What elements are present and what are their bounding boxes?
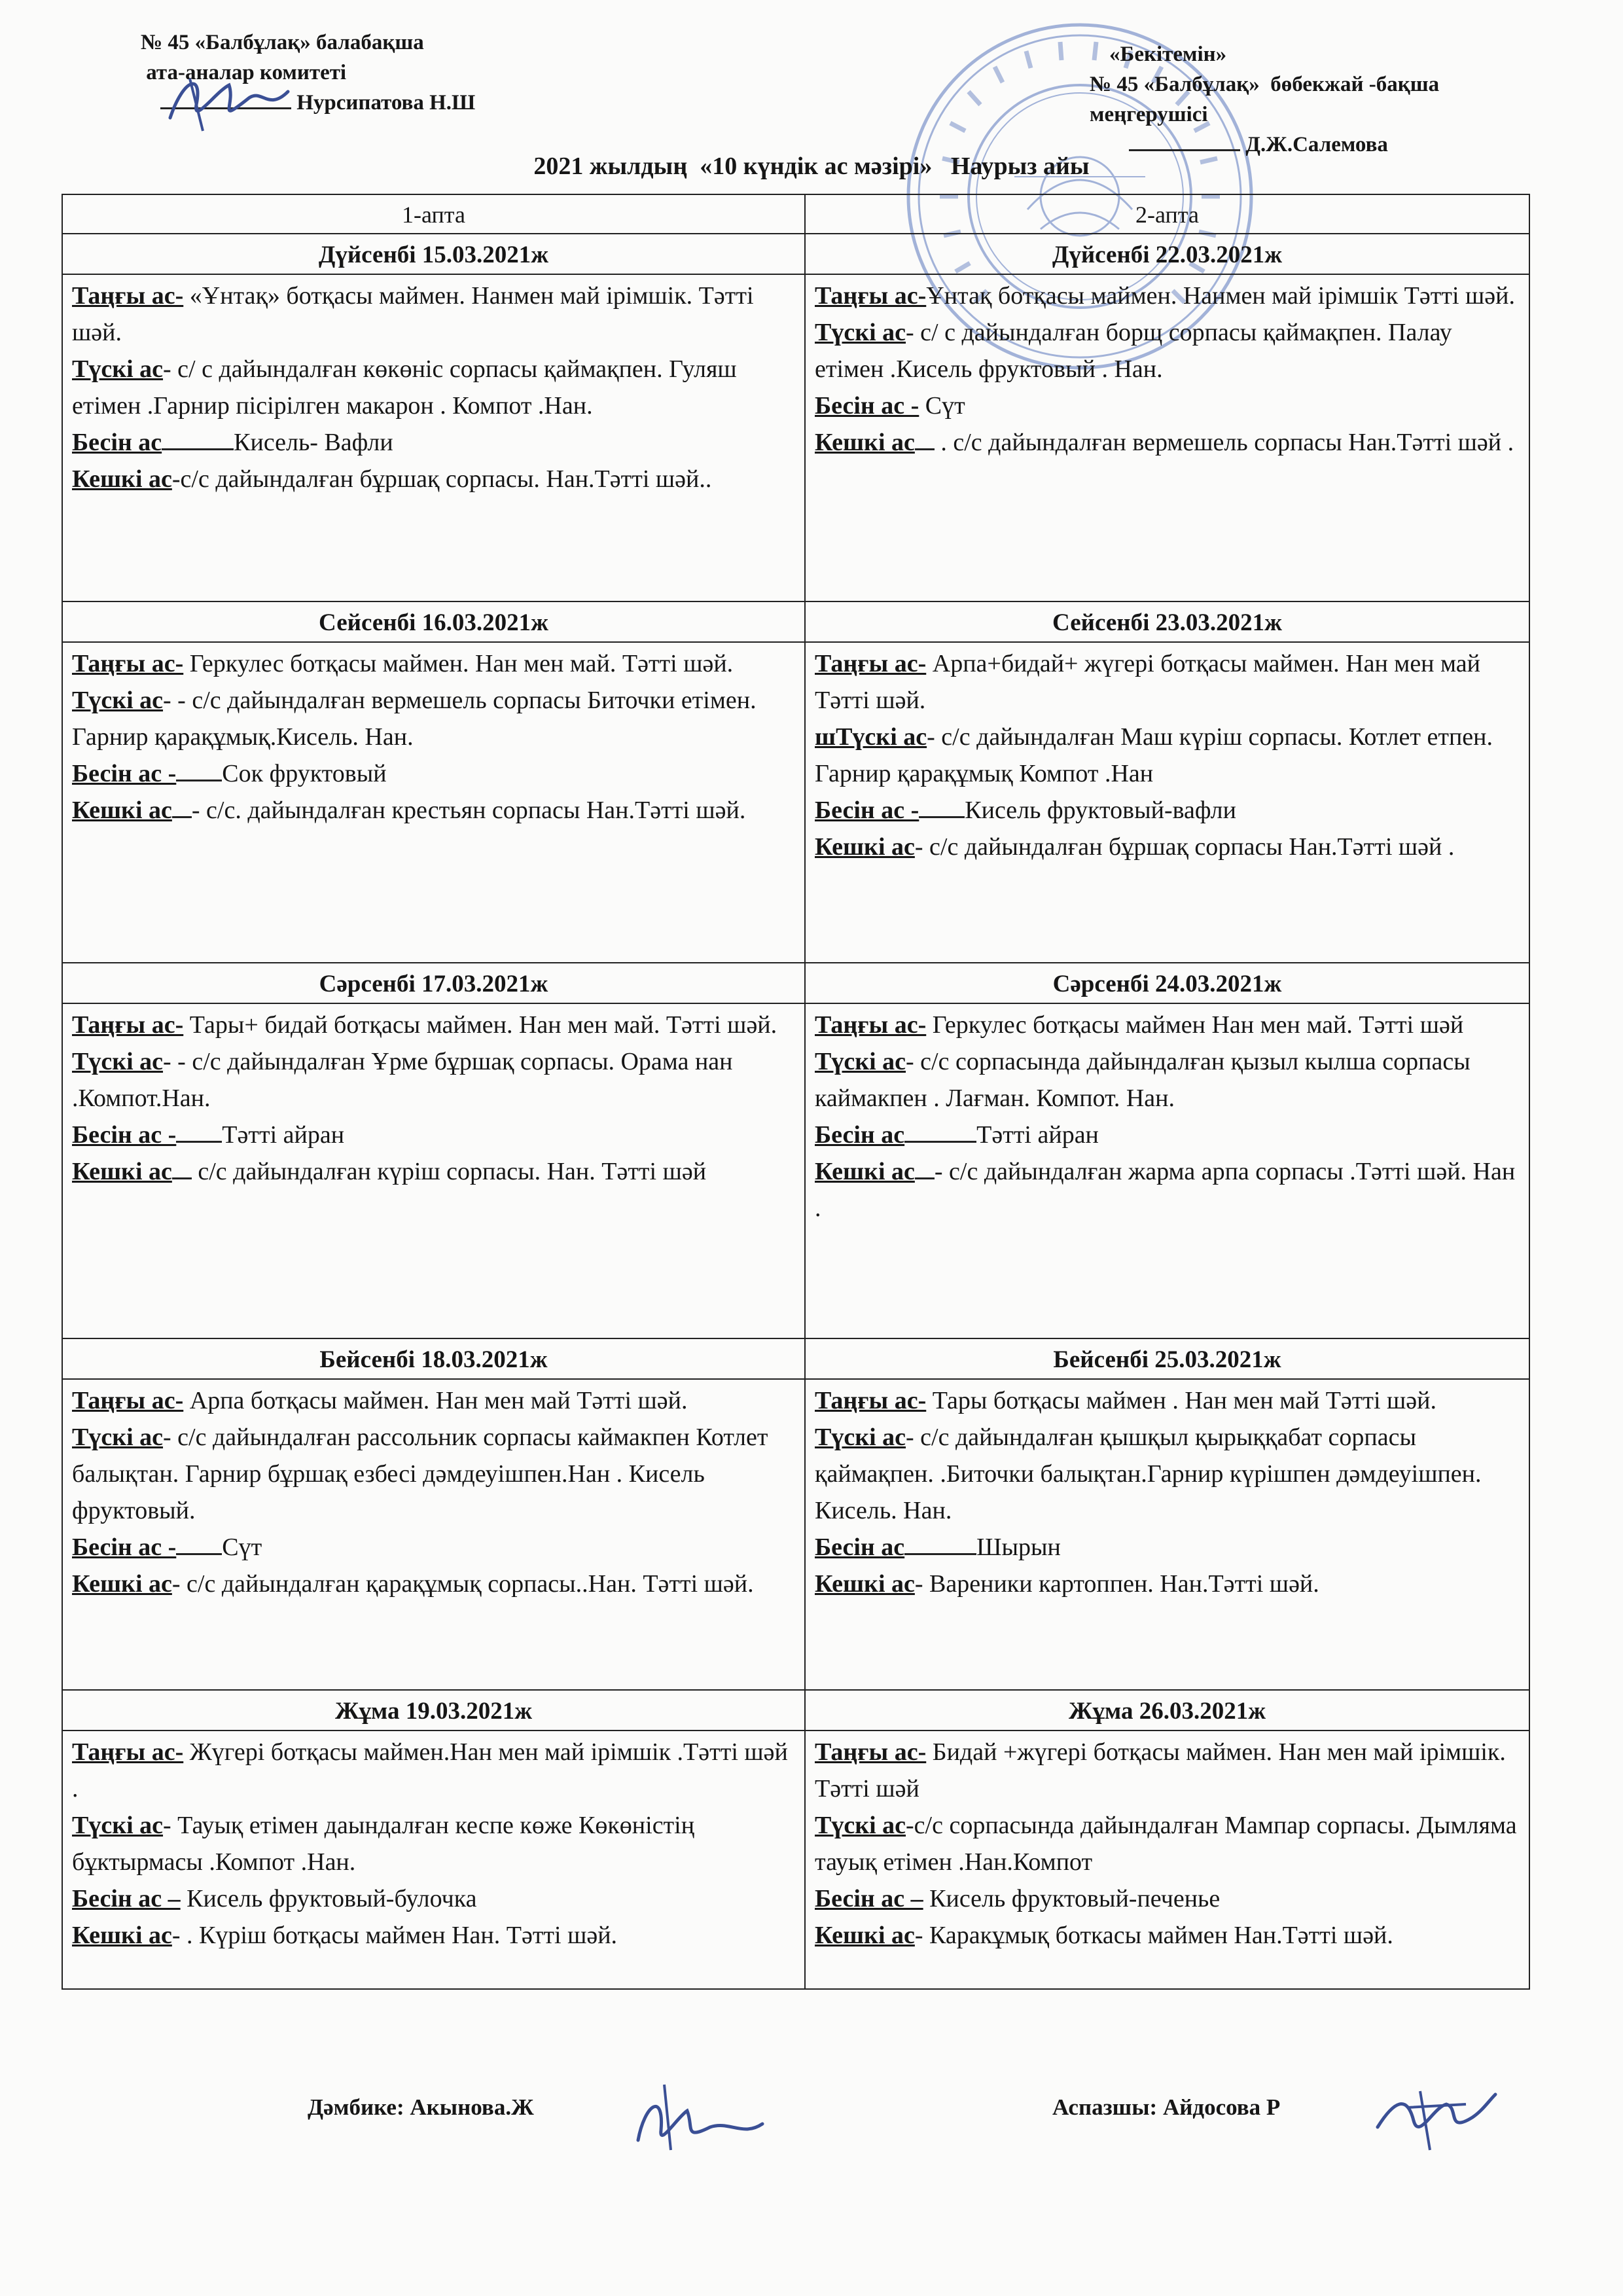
meal-entry [815,1382,1520,1419]
meal-entry [72,645,795,682]
meal-description: Сок фруктовый [222,760,387,787]
meal-description: - с/с дайындалған жарма арпа сорпасы .Тәтті шәй. Нан . [815,1158,1516,1222]
committee-signer-name: Нурсипатова Н.Ш [296,91,476,115]
meal-entry [815,1117,1520,1153]
meal-label: Кешкі ас [72,465,172,493]
meal-description: -с/с дайындалған бұршақ сорпасы. Нан.Тәтті шәй.. [171,465,712,493]
day-header-row [62,1338,1529,1379]
meal-description: Ұнтақ ботқасы маймен. Нанмен май ірімшік Тәтті шәй. [926,282,1515,310]
meal-description: Арпа+бидай+ жүгері ботқасы маймен. Нан мен май Тәтті шәй. [815,650,1481,714]
meal-description: Кисель фруктовый-вафли [965,797,1236,824]
meal-label: Түскі ас [72,355,164,383]
fill-underline [919,794,965,818]
fill-underline [172,1155,192,1179]
meal-description: - с/с. дайындалған крестьян сорпасы Нан.Тәтті шәй. [191,797,746,824]
meal-label: Таңғы ас- [72,1738,184,1766]
meal-label: Таңғы ас- [815,282,927,310]
meal-label: Кешкі ас [72,1158,172,1185]
meal-description: - с/с дайындалған Маш күріш сорпасы. Котлет етпен. Гарнир қарақұмық Компот .Нан [815,723,1493,787]
day-menu-cell-week1 [62,642,805,963]
meal-description: Тары+ бидай ботқасы маймен. Нан мен май. Тәтті шәй. [183,1011,777,1039]
meal-entry [72,1382,795,1419]
committee-signature [157,65,301,137]
meal-label: Кешкі ас [72,797,172,824]
meal-entry [815,1529,1520,1566]
meal-entry [815,1734,1520,1807]
cook-signature [1368,2081,1499,2153]
fill-underline [176,1119,222,1143]
meal-description: - с/с сорпасында дайындалған қызыл кылша сорпасы каймакпен . Лағман. Компот. Нан. [815,1048,1471,1112]
meal-label: Түскі ас [72,687,164,714]
fill-underline [172,794,192,818]
committee-school-name: № 45 «Балбұлақ» балабақша [141,31,424,54]
fill-underline [176,757,222,781]
meal-label: Кешкі ас [815,1570,915,1598]
meal-description: - Тауық етімен даындалған кеспе көже Көкөністің бұктырмасы .Компот .Нан. [72,1812,695,1876]
meal-description: - с/с дайындалған қышқыл қырыққабат сорпасы қаймақпен. .Биточки балықтан.Гарнир күрішпен дәмдеуішпен. Кисель. Нан. [815,1424,1482,1524]
meal-description: - с/ с дайындалған борщ сорпасы қаймақпен. Палау етімен .Кисель фруктовый . Нан. [815,319,1452,383]
meal-entry [72,1566,795,1602]
day-menu-row [62,274,1529,601]
meal-description: Тары ботқасы маймен . Нан мен май Тәтті шәй. [926,1387,1437,1414]
meal-description: - с/с дайындалған рассольник сорпасы каймакпен Котлет балықтан. Гарнир бұршақ езбесі дәмдеуішпен.Нан . Кисель фруктовый. [72,1424,768,1524]
meal-entry [72,351,795,424]
approval-block-director [1090,39,1439,160]
meal-label: Кешкі ас [72,1922,172,1949]
day-menu-cell-week2 [805,1731,1529,1989]
day-header-week1: Жұма 19.03.2021ж [62,1690,805,1731]
day-header-row [62,234,1529,274]
meal-description: Геркулес ботқасы маймен Нан мен май. Тәтті шәй [926,1011,1464,1039]
meal-label: Таңғы ас- [815,1738,927,1766]
meal-label: Түскі ас [815,319,906,346]
meal-description: Сүт [222,1534,262,1561]
meal-description: . с/с дайындалған вермешель сорпасы Нан.Тәтті шәй . [934,429,1514,456]
day-menu-cell-week1 [62,1379,805,1690]
meal-label: Кешкі ас [815,833,915,861]
meal-label: Бесін ас - [72,760,177,787]
meal-entry [815,829,1520,865]
day-header-week2: Сәрсенбі 24.03.2021ж [805,963,1529,1003]
meal-entry [72,1007,795,1043]
meal-label: Таңғы ас- [72,1011,184,1039]
meal-entry [815,314,1520,387]
meal-label: Бесін ас [72,429,162,456]
day-header-row [62,963,1529,1003]
meal-label: Бесін ас - [72,1121,177,1149]
meal-label: Бесін ас - [815,797,919,824]
meal-entry [815,278,1520,314]
meal-description: - с/ с дайындалған көкөніс сорпасы қаймақпен. Гуляш етімен .Гарнир пісірілген макарон . Компот .Нан. [72,355,737,420]
meal-entry [815,1153,1520,1227]
day-menu-cell-week2 [805,1379,1529,1690]
day-menu-cell-week1 [62,274,805,601]
meal-label: Таңғы ас- [815,1387,927,1414]
meal-entry [72,755,795,792]
day-menu-cell-week1 [62,1003,805,1338]
meal-entry [72,1419,795,1529]
meal-description: Арпа ботқасы маймен. Нан мен май Тәтті шәй. [183,1387,688,1414]
meal-description: Кисель- Вафли [234,429,393,456]
meal-entry [72,1880,795,1917]
day-menu-row [62,1379,1529,1690]
meal-entry [72,682,795,755]
day-menu-cell-week2 [805,274,1529,601]
meal-label: Түскі ас [815,1424,906,1451]
meal-description: Жүгері ботқасы маймен.Нан мен май ірімшік .Тәтті шәй . [72,1738,788,1803]
meal-label: Бесін ас - [815,392,919,420]
meal-label: Бесін ас [815,1534,905,1561]
meal-description: - с/с дайындалған қарақұмық сорпасы..Нан. Тәтті шәй. [171,1570,754,1598]
meal-entry [72,1153,795,1190]
meal-entry [72,1734,795,1807]
meal-description: Кисель фруктовый-булочка [180,1885,477,1912]
meal-label: Кешкі ас [815,1158,915,1185]
meal-entry [72,424,795,461]
meal-label: Бесін ас - [72,1534,177,1561]
column-header-week-2: 2-апта [805,194,1529,234]
meal-description: «Ұнтақ» ботқасы маймен. Нанмен май ірімшік. Тәтті шәй. [72,282,754,346]
meal-label: Түскі ас [72,1812,164,1839]
day-header-week2: Бейсенбі 25.03.2021ж [805,1338,1529,1379]
meal-label: Таңғы ас- [815,650,927,677]
meal-label: Түскі ас [815,1048,906,1075]
day-header-week2: Жұма 26.03.2021ж [805,1690,1529,1731]
day-menu-cell-week2 [805,1003,1529,1338]
meal-entry [815,424,1520,461]
meal-entry [815,1807,1520,1880]
meal-description: с/с дайындалған күріш сорпасы. Нан. Тәтті шәй [191,1158,707,1185]
footer-dietitian: Дәмбике: Акынова.Ж [308,2094,534,2120]
meal-label: Кешкі ас [72,1570,172,1598]
meal-label: Бесін ас [815,1121,905,1149]
meal-description: - - с/с дайындалған Ұрме бұршақ сорпасы. Орама нан .Компот.Нан. [72,1048,733,1112]
footer-cook: Аспазшы: Айдосова Р [1052,2094,1281,2120]
fill-underline [915,426,935,450]
meal-label: Таңғы ас- [72,282,184,310]
meal-entry [815,1566,1520,1602]
meal-label: Кешкі ас [815,1922,915,1949]
day-menu-row [62,1731,1529,1989]
day-menu-cell-week2 [805,642,1529,963]
meal-entry [815,387,1520,424]
week-header-row [62,194,1529,234]
meal-description: - Вареники картоппен. Нан.Тәтті шәй. [914,1570,1319,1598]
fill-underline [162,426,234,450]
meal-entry [72,1117,795,1153]
day-header-week2: Дүйсенбі 22.03.2021ж [805,234,1529,274]
fill-underline [904,1119,976,1143]
day-header-week1: Дүйсенбі 15.03.2021ж [62,234,805,274]
meal-label: шТүскі ас [815,723,927,751]
meal-label: Түскі ас [815,1812,906,1839]
meal-label: Таңғы ас- [815,1011,927,1039]
meal-entry [72,1043,795,1117]
meal-entry [815,1419,1520,1529]
meal-description: Геркулес ботқасы маймен. Нан мен май. Тәтті шәй. [183,650,734,677]
meal-description: Шырын [976,1534,1061,1561]
meal-description: Сүт [919,392,965,420]
menu-table [62,194,1530,1990]
director-school-name: № 45 «Балбұлақ» бөбекжай -бақша [1090,73,1440,96]
meal-entry [72,792,795,829]
committee-title: ата-аналар комитеті [141,61,347,84]
meal-description: -с/с сорпасында дайындалған Мампар сорпасы. Дымляма тауық етімен .Нан.Компот [815,1812,1517,1876]
meal-entry [815,645,1520,719]
meal-entry [815,1043,1520,1117]
meal-description: - - с/с дайындалған вермешель сорпасы Биточки етімен. Гарнир қарақұмық.Кисель. Нан. [72,687,757,751]
day-menu-cell-week1 [62,1731,805,1989]
meal-entry [815,1880,1520,1917]
meal-label: Кешкі ас [815,429,915,456]
director-signer-name: Д.Ж.Салемова [1245,133,1388,156]
day-header-week1: Бейсенбі 18.03.2021ж [62,1338,805,1379]
day-menu-row [62,642,1529,963]
meal-entry [72,1529,795,1566]
day-header-week1: Сейсенбі 16.03.2021ж [62,601,805,642]
fill-underline [915,1155,935,1179]
day-menu-row [62,1003,1529,1338]
meal-entry [815,1917,1520,1954]
meal-description: - Каракұмық боткасы маймен Нан.Тәтті шәй. [914,1922,1393,1949]
fill-underline [904,1531,976,1555]
menu-table-body [62,194,1529,1989]
day-header-week1: Сәрсенбі 17.03.2021ж [62,963,805,1003]
approval-caption: «Бекітемін» [1109,43,1227,66]
meal-entry [72,1807,795,1880]
meal-description: Тәтті айран [976,1121,1099,1149]
dietitian-signature [625,2078,769,2157]
director-title: меңгерушісі [1090,103,1208,126]
day-header-row [62,601,1529,642]
meal-label: Бесін ас – [72,1885,181,1912]
meal-entry [72,461,795,497]
meal-entry [815,719,1520,792]
meal-label: Түскі ас [72,1424,164,1451]
day-header-row [62,1690,1529,1731]
meal-entry [72,278,795,351]
meal-entry [815,1007,1520,1043]
meal-description: - с/с дайындалған бұршақ сорпасы Нан.Тәтті шәй . [914,833,1455,861]
meal-label: Түскі ас [72,1048,164,1075]
page-title: 2021 жылдың «10 күндік ас мәзірі» Наурыз айы [533,152,1090,180]
meal-description: Бидай +жүгері ботқасы маймен. Нан мен май ірімшік. Тәтті шәй [815,1738,1506,1803]
meal-label: Таңғы ас- [72,1387,184,1414]
meal-entry [815,792,1520,829]
meal-entry [72,1917,795,1954]
meal-label: Бесін ас – [815,1885,923,1912]
meal-label: Таңғы ас- [72,650,184,677]
meal-description: Кисель фруктовый-печенье [923,1885,1221,1912]
fill-underline [176,1531,222,1555]
meal-description: - . Күріш ботқасы маймен Нан. Тәтті шәй. [171,1922,618,1949]
column-header-week-1: 1-апта [62,194,805,234]
day-header-week2: Сейсенбі 23.03.2021ж [805,601,1529,642]
meal-description: Тәтті айран [222,1121,345,1149]
